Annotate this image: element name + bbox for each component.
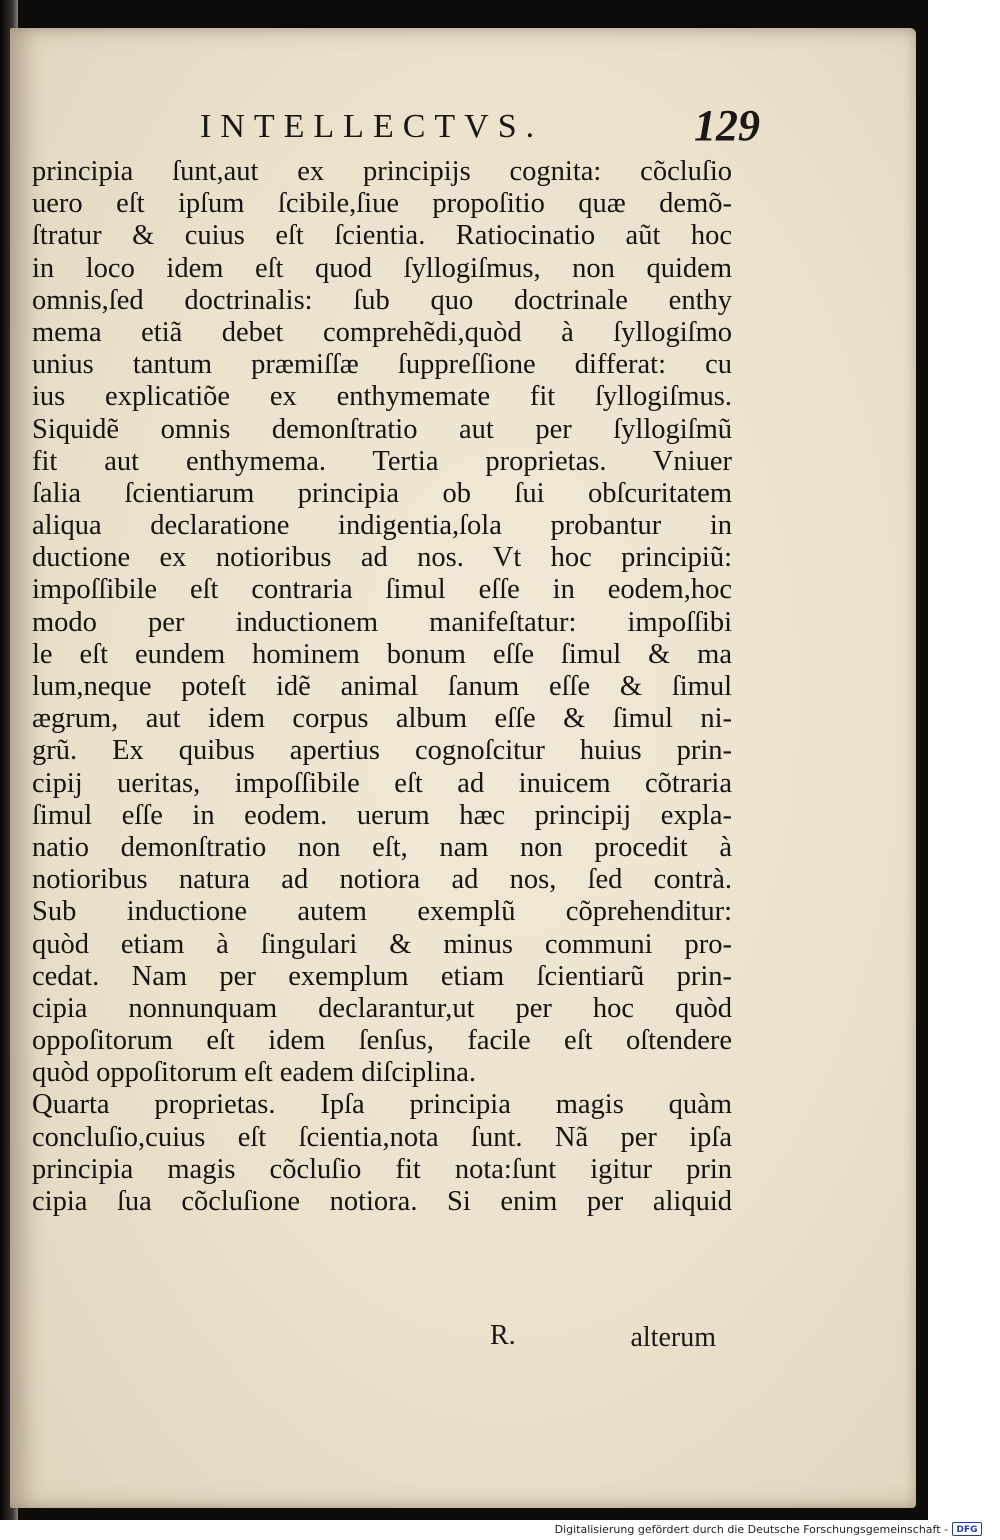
text-line: cedat. Nam per exemplum etiam ſcientiarũ prin- [32,960,732,992]
text-line: principia ſunt,aut ex principijs cognita: cõcluſio [32,156,732,187]
text-line: ius explicatiõe ex enthymemate fit ſyllogiſmus. [32,381,732,413]
text-line: ſtratur & cuius eſt ſcientia. Ratiocinatio aũt hoc [32,220,732,252]
text-line: quòd etiam à ſingulari & minus communi pro- [32,928,732,960]
text-line: concluſio,cuius eſt ſcientia,nota ſunt. Nã per ipſa [32,1121,732,1153]
text-line: ductione ex notioribus ad nos. Vt hoc principiũ: [32,542,732,574]
text-line: Quarta proprietas. Ipſa principia magis quàm [32,1089,732,1121]
text-line: Siquidẽ omnis demonſtratio aut per ſyllogiſmũ [32,413,732,445]
text-line: fit aut enthymema. Tertia proprietas. Vniuer [32,445,732,477]
page-number: 129 [694,101,760,150]
text-line: natio demonſtratio non eſt, nam non procedit à [32,831,732,863]
funding-credit: Digitalisierung gefördert durch die Deutsche Forschungsgemeinschaft - [554,1523,948,1536]
text-line: ægrum, aut idem corpus album eſſe & ſimul ni- [32,703,732,735]
book-page [10,28,916,1508]
text-line: in loco idem eſt quod ſyllogiſmus, non quidem [32,252,732,284]
text-line: principia magis cõcluſio fit nota:ſunt igitur prin [32,1153,732,1185]
text-line: mema etiã debet comprehẽdi,quòd à ſyllogiſmo [32,316,732,348]
dfg-logo-icon: DFG [952,1522,982,1536]
text-line: ſimul eſſe in eodem. uerum hæc principij expla- [32,799,732,831]
text-line: cipia nonnunquam declarantur,ut per hoc quòd [32,992,732,1024]
text-line: lum,neque poteſt idẽ animal ſanum eſſe & ſimul [32,671,732,702]
text-line: Sub inductione autem exemplũ cõprehenditur: [32,896,732,928]
catchword: alterum [630,1322,716,1353]
text-line: cipij ueritas, impoſſibile eſt ad inuicem cõtraria [32,767,732,799]
text-line: omnis,ſed doctrinalis: ſub quo doctrinale enthy [32,284,732,316]
text-line: notioribus natura ad notiora ad nos, ſed contrà. [32,864,732,896]
text-line: cipia ſua cõcluſione notiora. Si enim per aliquid [32,1186,732,1217]
running-head [200,100,760,156]
text-line: oppoſitorum eſt idem ſenſus, facile eſt oſtendere [32,1025,732,1057]
text-line: modo per inductionem manifeſtatur: impoſſibi [32,606,732,638]
text-line: aliqua declaratione indigentia,ſola probantur in [32,510,732,542]
text-line: impoſſibile eſt contraria ſimul eſſe in eodem,hoc [32,574,732,606]
signature-mark: R. [490,1320,516,1351]
body-text [32,156,732,1218]
catchline [490,1320,716,1360]
text-line: uero eſt ipſum ſcibile,ſiue propoſitio quæ demõ- [32,188,732,220]
text-line: le eſt eundem hominem bonum eſſe ſimul & ma [32,638,732,670]
text-line: quòd oppoſitorum eſt eadem diſciplina. [32,1057,477,1089]
running-title: INTELLECTVS. [200,108,544,145]
text-line: unius tantum præmiſſæ ſuppreſſione differat: cu [32,349,732,381]
text-line: ſalia ſcientiarum principia ob ſui obſcuritatem [32,477,732,509]
text-line: grũ. Ex quibus apertius cognoſcitur huius prin- [32,735,732,767]
